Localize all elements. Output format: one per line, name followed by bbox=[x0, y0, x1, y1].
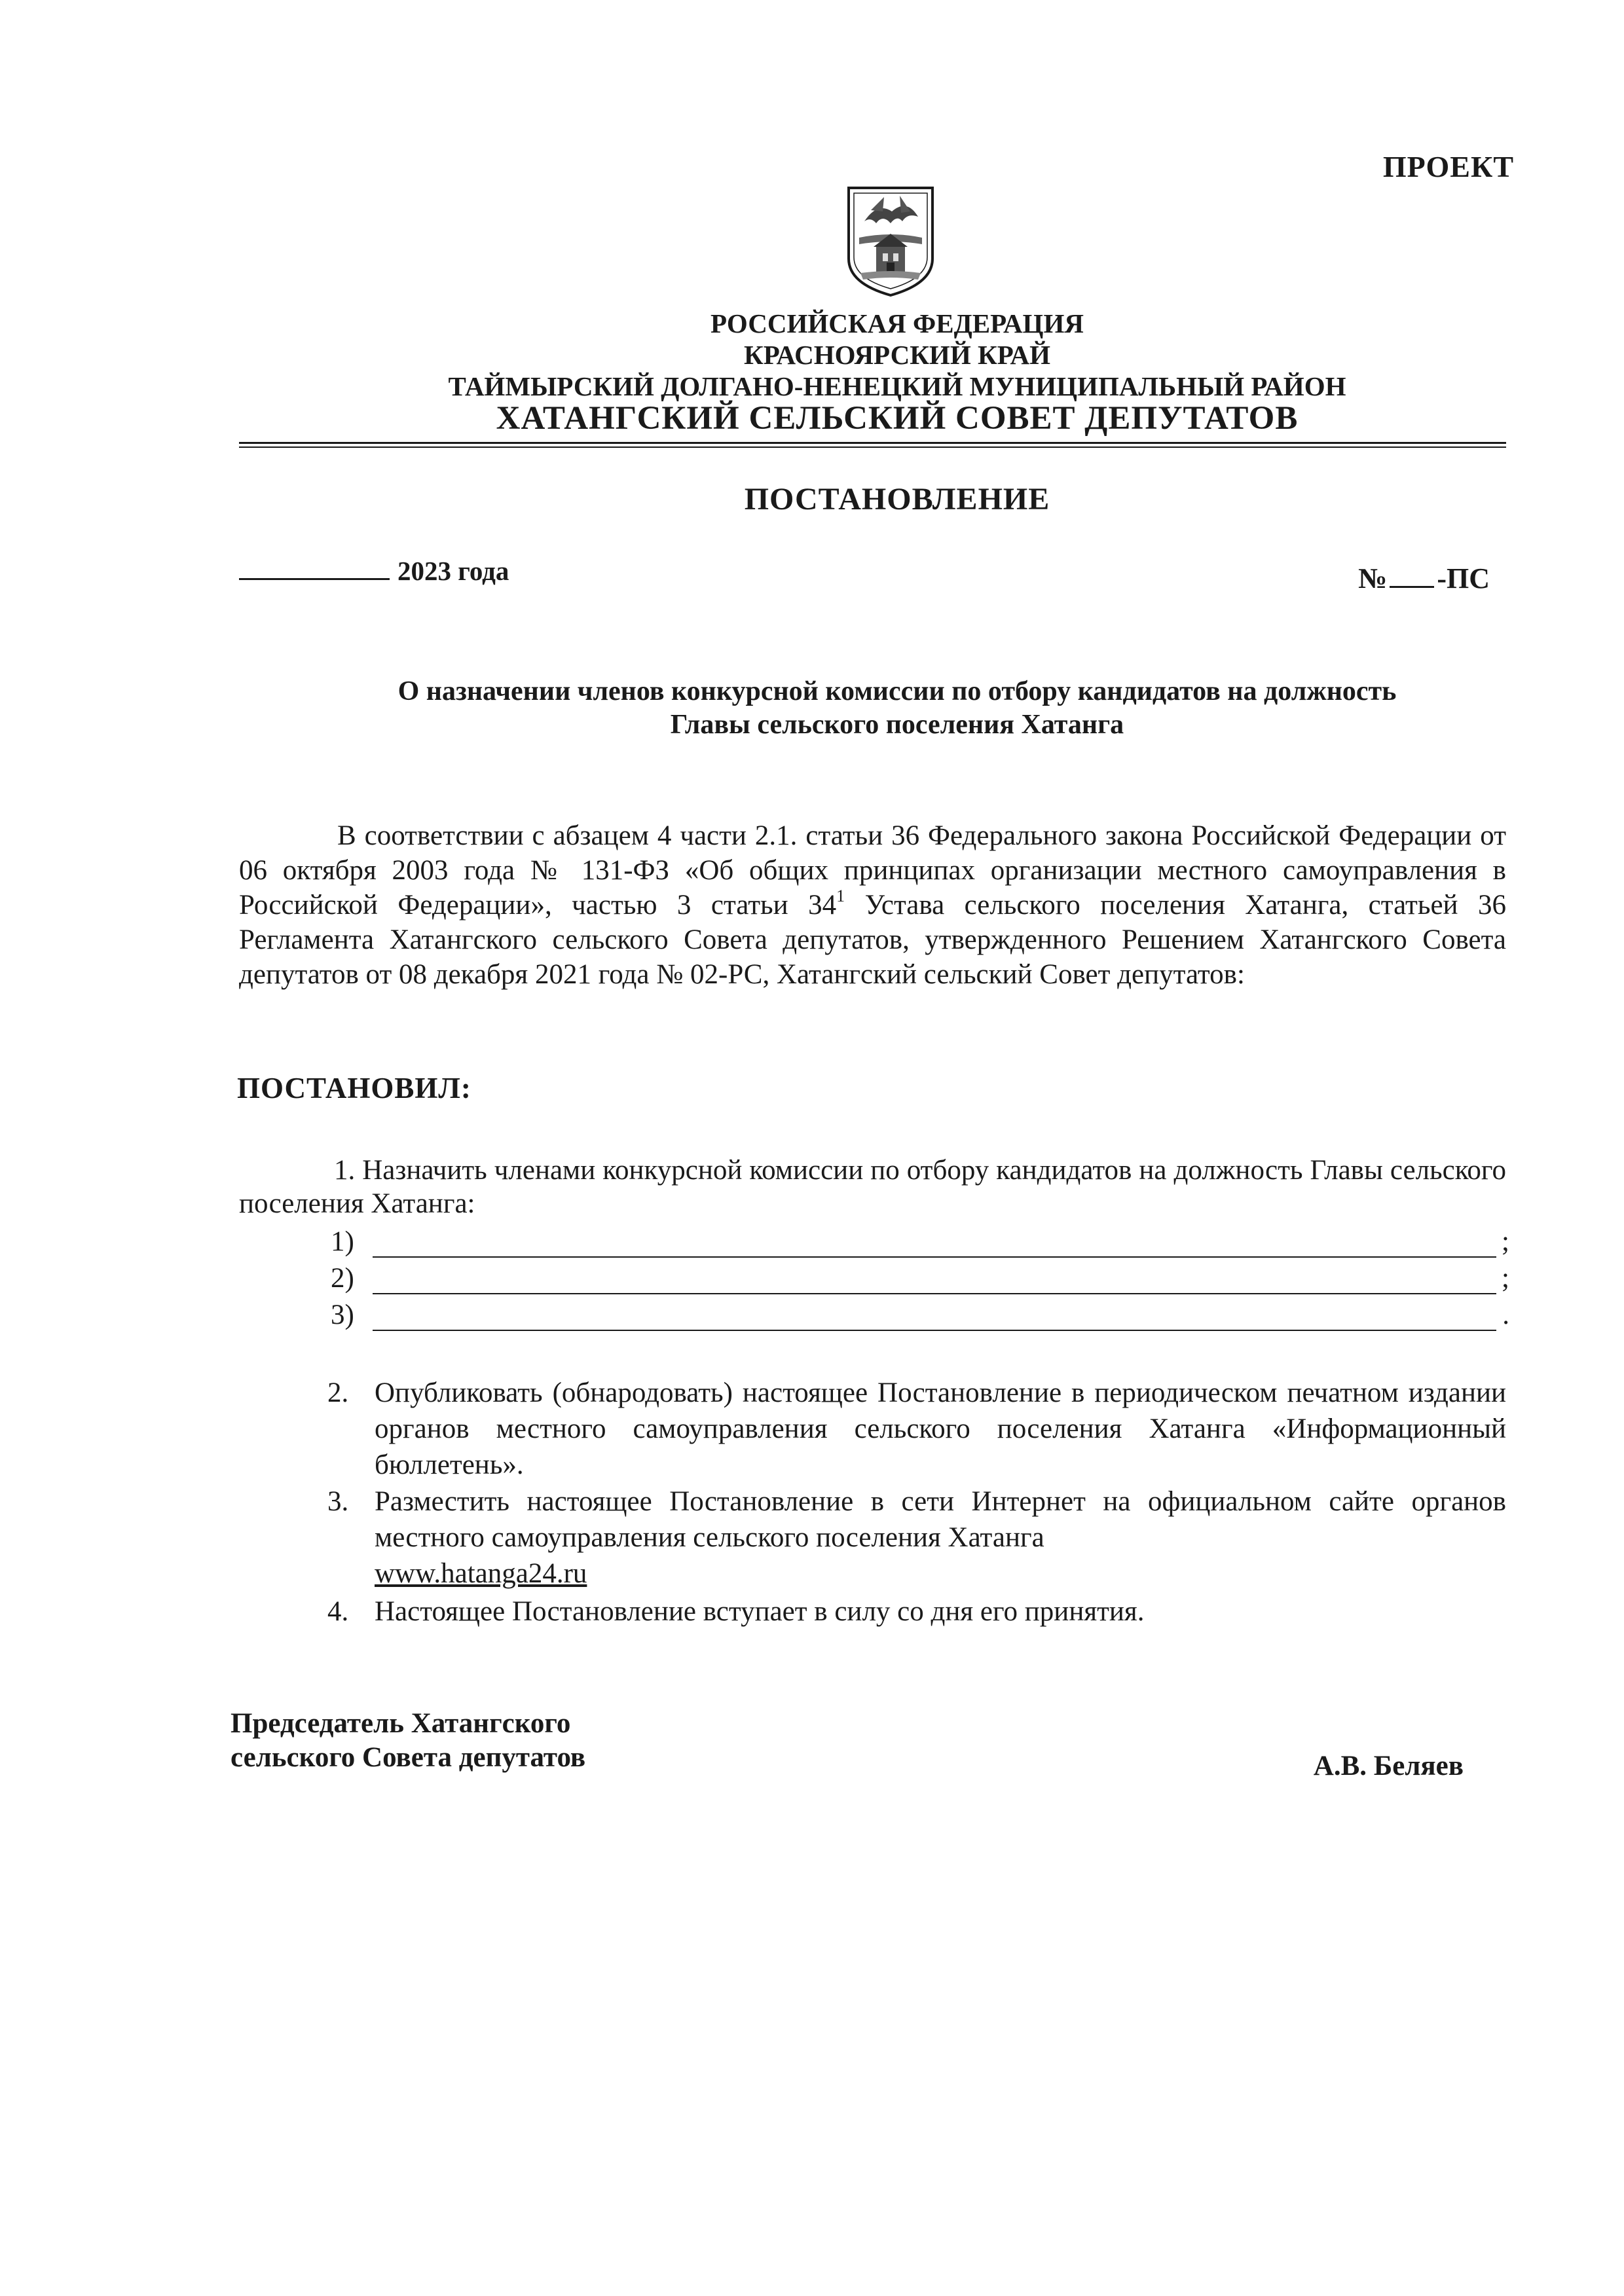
signer-title-line-1: Председатель Хатангского bbox=[231, 1708, 571, 1739]
member-blank-row bbox=[331, 1258, 1509, 1294]
member-name-blank bbox=[373, 1305, 1496, 1331]
header-country: РОССИЙСКАЯ ФЕДЕРАЦИЯ bbox=[710, 308, 1084, 338]
number-prefix: № bbox=[1358, 562, 1388, 594]
item-3-text: Разместить настоящее Постановление в сети Интернет на официальном сайте органов местного самоуправления сельского поселения Хатанга bbox=[375, 1486, 1506, 1553]
resolution-item-1: 1. Назначить членами конкурсной комиссии по отбору кандидатов на должность Главы сельского поселения Хатанга: bbox=[239, 1155, 1506, 1219]
member-number: 1) bbox=[331, 1226, 354, 1257]
member-end-punct: . bbox=[1502, 1300, 1509, 1330]
preamble-superscript: 1 bbox=[836, 886, 845, 905]
number-suffix: -ПС bbox=[1437, 562, 1490, 594]
resolution-item-2 bbox=[327, 1375, 1506, 1483]
header-district: ТАЙМЫРСКИЙ ДОЛГАНО-НЕНЕЦКИЙ МУНИЦИПАЛЬНЫЙ РАЙОН bbox=[448, 371, 1346, 401]
member-name-blank bbox=[373, 1268, 1496, 1294]
item-text bbox=[375, 1484, 1506, 1592]
document-number bbox=[1358, 562, 1490, 595]
website-link[interactable]: www.hatanga24.ru bbox=[375, 1558, 587, 1589]
preamble-text-2: Устава сельского поселения Хатанга, статьей 36 Регламента Хатангского сельского Совета депутатов, утвержденного Решением Хатангского Совета депутатов от 08 декабря 2021 года № 02-РС, Хатангский сельский Совет депутатов: bbox=[239, 890, 1506, 990]
item-number: 3. bbox=[327, 1486, 349, 1517]
date-suffix: 2023 года bbox=[397, 556, 509, 586]
document-title-line-2: Главы сельского поселения Хатанга bbox=[670, 710, 1124, 740]
document-date bbox=[239, 555, 509, 587]
coat-of-arms-icon bbox=[845, 185, 936, 298]
member-name-blank bbox=[373, 1231, 1496, 1258]
number-blank bbox=[1390, 566, 1434, 588]
member-end-punct: ; bbox=[1502, 1263, 1509, 1294]
document-title-line-1: О назначении членов конкурсной комиссии по отбору кандидатов на должность bbox=[397, 676, 1397, 706]
header-council: ХАТАНГСКИЙ СЕЛЬСКИЙ СОВЕТ ДЕПУТАТОВ bbox=[496, 400, 1299, 437]
preamble-paragraph bbox=[239, 818, 1506, 992]
item-text: Настоящее Постановление вступает в силу со дня его принятия. bbox=[375, 1596, 1145, 1627]
item-number: 2. bbox=[327, 1377, 349, 1408]
member-number: 2) bbox=[331, 1263, 354, 1294]
signer-name: А.В. Беляев bbox=[1313, 1751, 1464, 1781]
resolution-item-3 bbox=[327, 1484, 1506, 1592]
resolved-label: ПОСТАНОВИЛ: bbox=[237, 1072, 471, 1104]
draft-mark: ПРОЕКТ bbox=[1382, 150, 1514, 183]
member-blank-row bbox=[331, 1294, 1509, 1331]
header-region: КРАСНОЯРСКИЙ КРАЙ bbox=[744, 340, 1050, 370]
member-end-punct: ; bbox=[1502, 1226, 1509, 1257]
resolution-item-4 bbox=[327, 1594, 1506, 1630]
document-type: ПОСТАНОВЛЕНИЕ bbox=[744, 482, 1050, 517]
preamble-text-1: В соответствии с абзацем 4 части 2.1. статьи 36 Федерального закона Российской Федерации от 06 октября 2003 года № 131-ФЗ «Об общих принципах организации местного самоуправления в Российской Федерации», частью 3 статьи 34 bbox=[239, 820, 1506, 920]
member-blank-row bbox=[331, 1221, 1509, 1258]
date-blank bbox=[239, 558, 390, 580]
item-number: 4. bbox=[327, 1596, 349, 1627]
signer-title-line-2: сельского Совета депутатов bbox=[231, 1742, 586, 1773]
header-divider bbox=[239, 442, 1506, 448]
member-number: 3) bbox=[331, 1300, 354, 1330]
item-text: Опубликовать (обнародовать) настоящее Постановление в периодическом печатном издании органов местного самоуправления сельского поселения Хатанга «Информационный бюллетень». bbox=[375, 1377, 1506, 1480]
